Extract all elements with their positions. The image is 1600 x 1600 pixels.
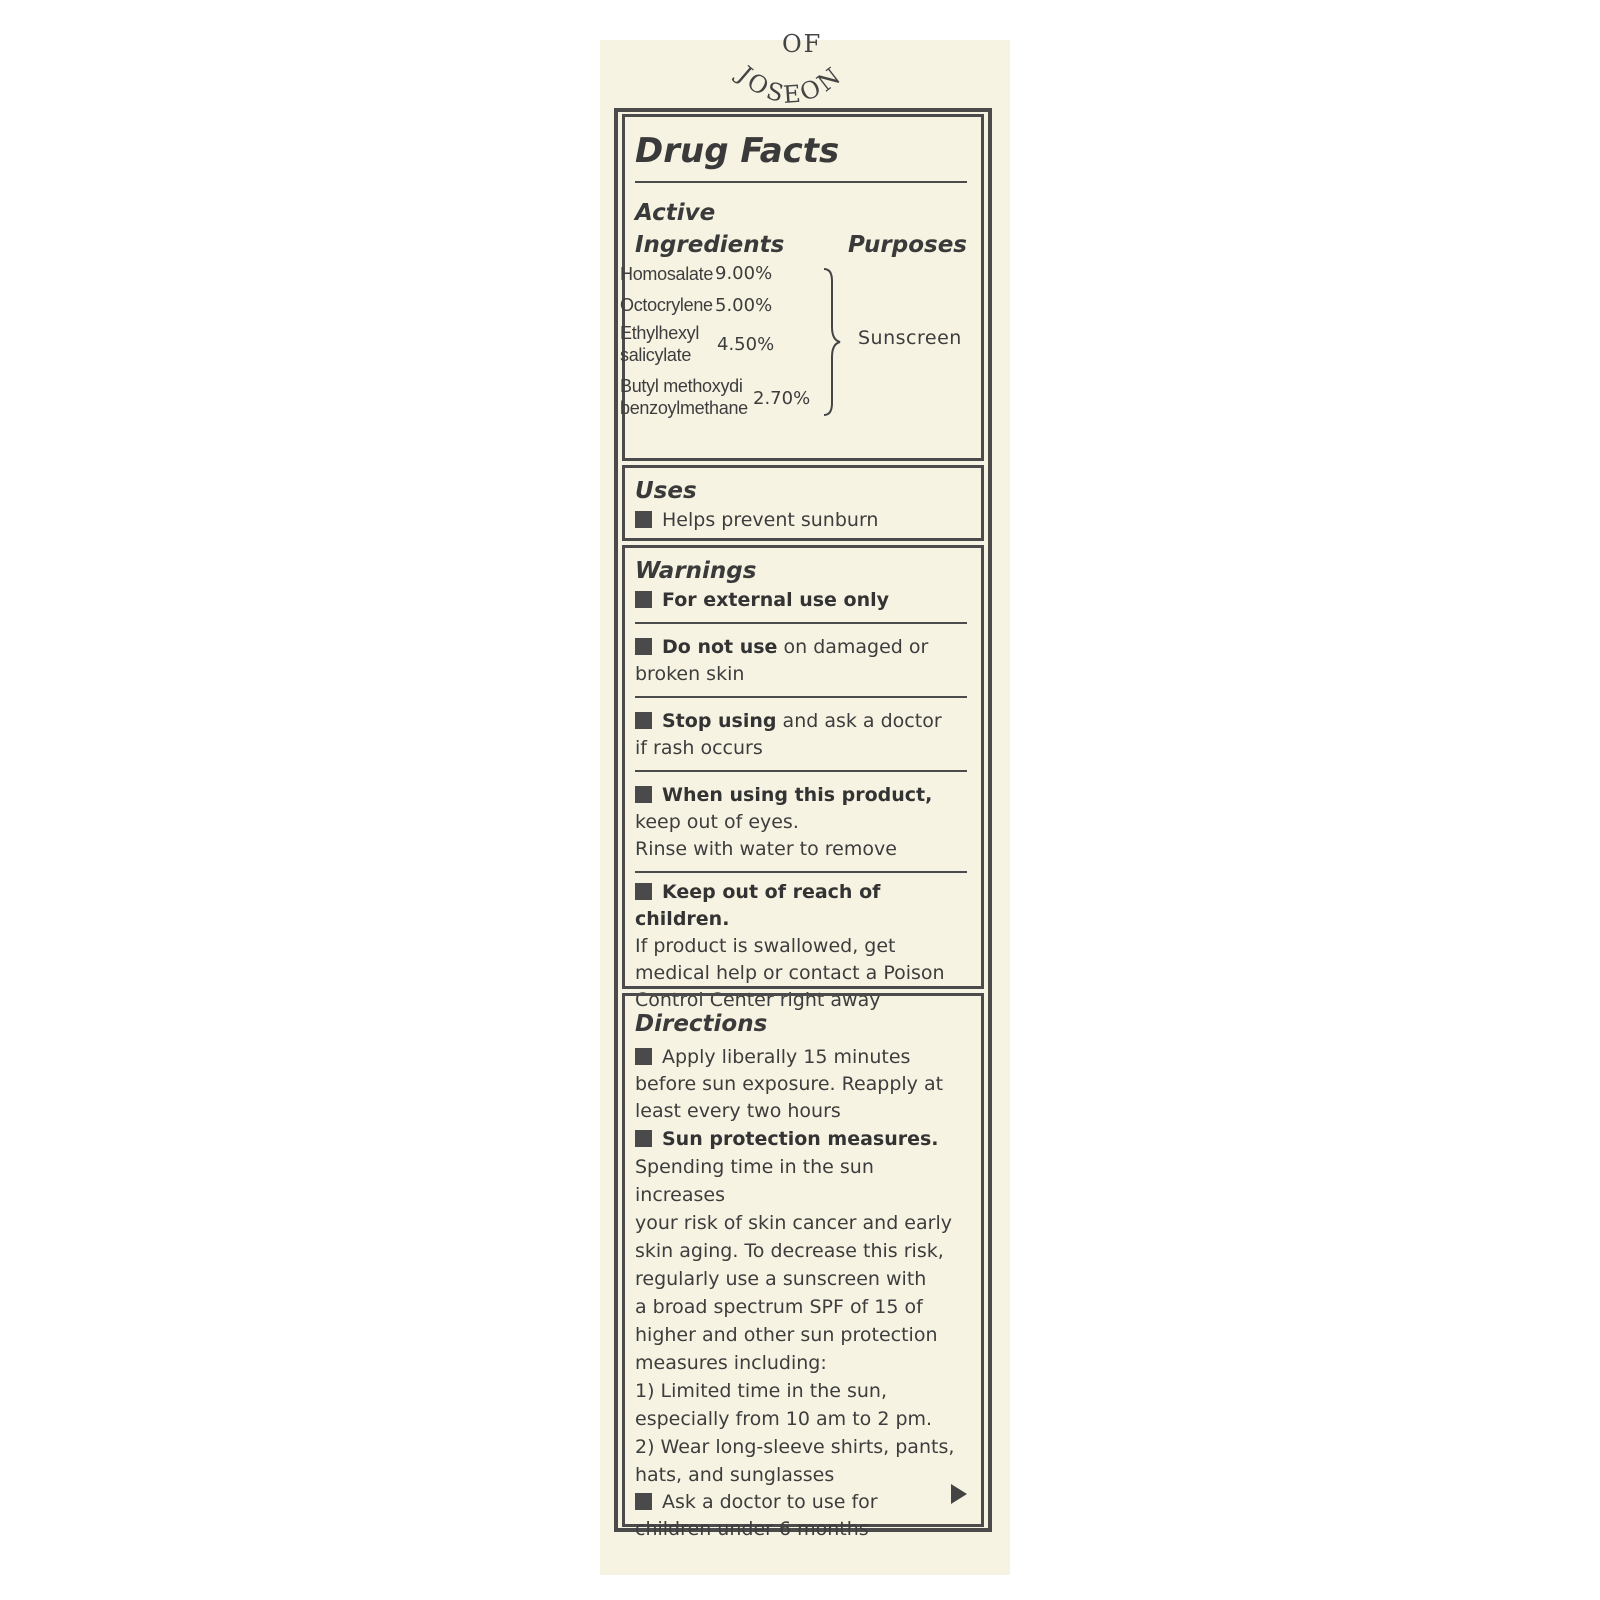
direction-text: a broad spectrum SPF of 15 of [635,1296,923,1318]
warning-text: if rash occurs [635,737,763,759]
active-ingredients-box [622,114,984,461]
direction-text: Apply liberally 15 minutes [662,1046,911,1068]
ingredient-name [620,322,699,366]
square-bullet-icon [635,511,652,528]
uses-heading: Uses [635,478,697,504]
direction-apply [635,1044,967,1125]
uses-box [622,465,984,541]
svg-text:JOSEON [730,59,848,109]
active-heading-line-1: Active [635,200,716,226]
drug-facts-title: Drug Facts [635,131,840,171]
brand-name: JOSEON [732,60,848,110]
direction-text: regularly use a sunscreen with [635,1268,927,1290]
purposes-heading: Purposes [848,232,967,258]
active-ingredients-header [635,197,967,261]
ingredient-percent: 2.70% [753,388,811,409]
right-triangle-arrow-icon [951,1484,967,1504]
square-bullet-icon [635,1130,652,1147]
ingredient-name [620,375,748,419]
directions-box [622,993,984,1540]
direction-text: 1) Limited time in the sun, [635,1380,888,1402]
direction-text: least every two hours [635,1100,841,1122]
square-bullet-icon [635,1048,652,1065]
ingredient-percent: 5.00% [715,295,773,316]
ingredient-percent: 4.50% [717,334,775,355]
square-bullet-icon [635,712,652,729]
ingredient-name-line-2: benzoylmethane [620,398,748,418]
square-bullet-icon [635,638,652,655]
square-bullet-icon [635,786,652,803]
uses-item-text: Helps prevent sunburn [662,509,879,531]
square-bullet-icon [635,1493,652,1510]
direction-text: measures including: [635,1352,827,1374]
active-heading-line-2: Ingredients [635,232,785,258]
warning-text: keep out of eyes. [635,811,799,833]
direction-text: higher and other sun protection [635,1324,938,1346]
direction-text: 2) Wear long-sleeve shirts, pants, [635,1436,955,1458]
direction-ask-doctor [635,1489,967,1543]
warning-do-not-use [635,622,967,688]
direction-text: hats, and sunglasses [635,1464,835,1486]
direction-text: Ask a doctor to use for [662,1491,878,1513]
ingredient-name-line-1: Butyl methoxydi [620,376,743,396]
brand-name-arc [700,30,880,120]
ingredient-name: Homosalate [620,264,714,284]
square-bullet-icon [635,883,652,900]
warning-text: Rinse with water to remove [635,838,897,860]
square-bullet-icon [635,591,652,608]
direction-sun-protection [635,1125,967,1489]
warning-text: If product is swallowed, get [635,935,896,957]
warnings-heading: Warnings [635,558,757,584]
title-divider [635,181,967,183]
warnings-box [622,545,984,1011]
direction-text: children under 6 months [635,1518,869,1540]
direction-text: Spending time in the sun increases [635,1156,874,1206]
brand-logo [700,30,880,120]
directions-heading: Directions [635,1011,768,1037]
direction-bold-text: Sun protection measures. [662,1128,939,1150]
warning-bold-text: Stop using [662,710,777,732]
curly-brace-icon [820,267,846,417]
warning-text: medical help or contact a Poison [635,962,945,984]
warning-stop-using [635,696,967,762]
warning-when-using [635,770,967,863]
warning-bold-text: Keep out of reach of children. [635,881,881,930]
warning-bold-text: Do not use [662,636,778,658]
purpose-sunscreen: Sunscreen [858,327,962,349]
direction-text: especially from 10 am to 2 pm. [635,1408,933,1430]
warning-text: on damaged or [777,636,929,658]
ingredient-name: Octocrylene [620,295,713,315]
warning-external-text: For external use only [662,589,890,611]
ingredient-name-line-2: salicylate [620,345,692,365]
direction-text: before sun exposure. Reapply at [635,1073,944,1095]
active-ingredients-heading [635,197,784,261]
warning-external [635,587,967,614]
warning-text: broken skin [635,663,745,685]
warning-text: and ask a doctor [776,710,942,732]
direction-text: your risk of skin cancer and early [635,1212,952,1234]
direction-text: skin aging. To decrease this risk, [635,1240,944,1262]
ingredient-percent: 9.00% [715,263,773,284]
ingredient-name-line-1: Ethylhexyl [620,323,700,343]
warning-text: Control Center right away [635,989,881,1011]
uses-item [635,507,967,534]
warning-bold-text: When using this product, [662,784,933,806]
brand-of: OF [782,30,823,58]
